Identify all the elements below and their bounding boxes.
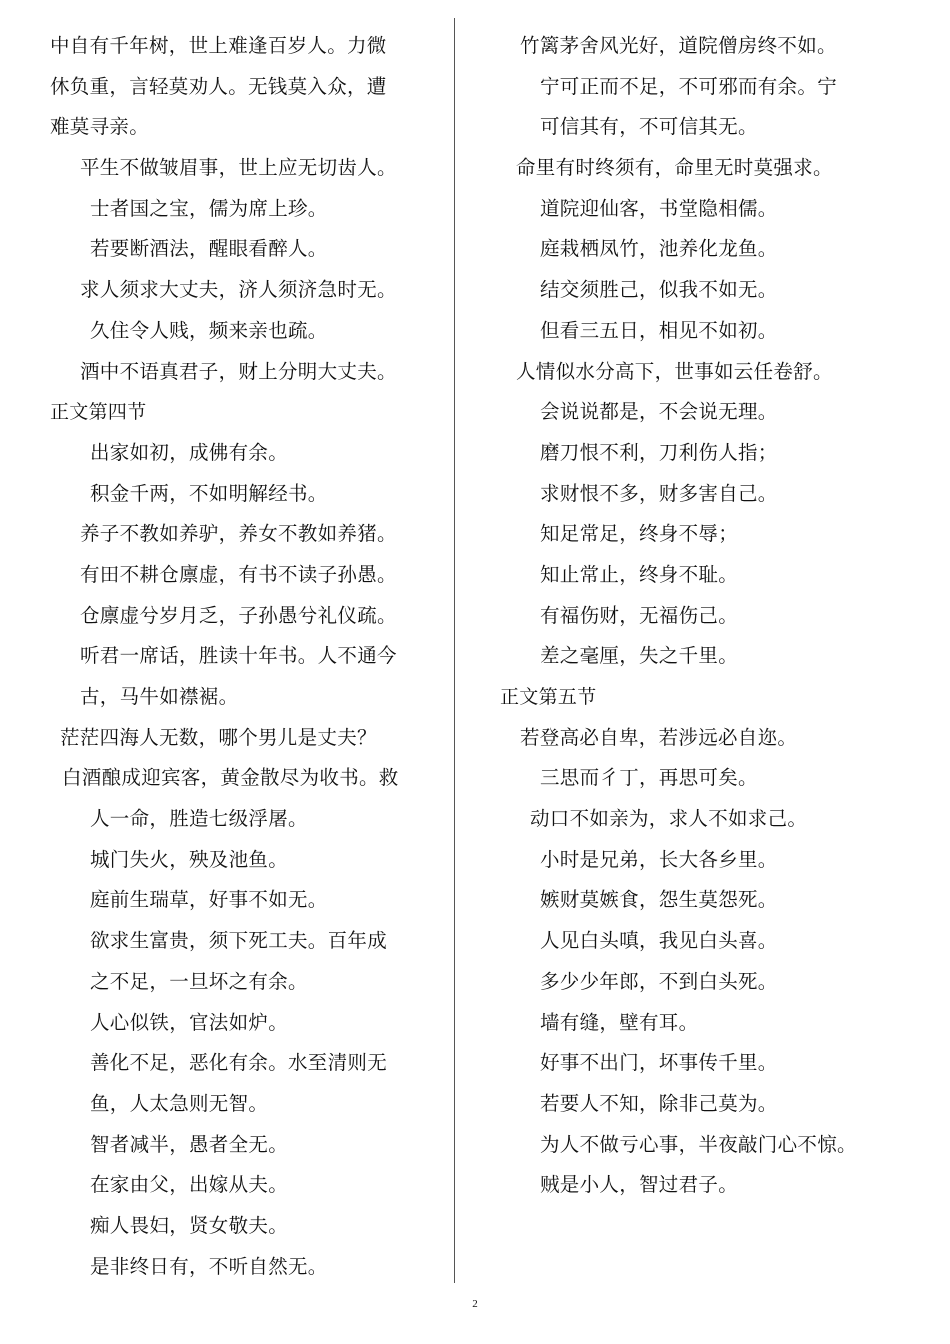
text-line: 久住令人贱，频来亲也疏。 [90, 318, 328, 342]
text-line: 欲求生富贵，须下死工夫。百年成 [90, 929, 388, 953]
section-heading: 正文第四节 [50, 401, 147, 424]
section-heading: 正文第五节 [500, 686, 597, 708]
text-line: 墙有缝，壁有耳。 [540, 1010, 699, 1034]
text-line: 求财恨不多，财多害自己。 [540, 481, 778, 505]
text-line: 嫉财莫嫉食，怨生莫怨死。 [540, 888, 778, 912]
text-line: 白酒酿成迎宾客，黄金散尽为收书。救 [62, 766, 399, 790]
text-line: 有田不耕仓廪虚，有书不读子孙愚。 [80, 562, 397, 586]
text-line: 道院迎仙客，书堂隐相儒。 [540, 196, 778, 220]
text-line: 人一命，胜造七级浮屠。 [90, 807, 308, 831]
text-line: 贼是小人，智过君子。 [540, 1173, 739, 1197]
text-line: 差之毫厘，失之千里。 [540, 644, 739, 668]
text-line: 古，马牛如襟裾。 [80, 685, 239, 708]
text-line: 磨刀恨不利，刀利伤人指； [540, 440, 778, 464]
text-line: 积金千两，不如明解经书。 [90, 481, 328, 505]
text-line: 竹篱茅舍风光好，道院僧房终不如。 [520, 34, 837, 57]
text-line: 三思而彳丁，再思可矣。 [540, 766, 758, 790]
text-line: 听君一席话，胜读十年书。人不通今 [80, 644, 397, 668]
text-line: 士者国之宝，儒为席上珍。 [90, 196, 328, 220]
text-line: 知止常止，终身不耻。 [540, 562, 739, 586]
text-line: 若要人不知，除非己莫为。 [540, 1091, 778, 1115]
text-line: 会说说都是，不会说无理。 [540, 400, 778, 424]
text-line: 命里有时终须有，命里无时莫强求。 [516, 156, 833, 180]
text-line: 茫茫四海人无数，哪个男儿是丈夫？ [60, 725, 377, 749]
right-text-column [500, 26, 920, 1206]
text-line: 可信其有，不可信其无。 [540, 115, 758, 139]
text-line: 有福伤财，无福伤己。 [540, 603, 739, 627]
text-line: 在家由父，出嫁从夫。 [90, 1173, 289, 1197]
text-line: 结交须胜己，似我不如无。 [540, 278, 778, 302]
text-line: 之不足，一旦坏之有余。 [90, 969, 308, 993]
text-line: 庭前生瑞草，好事不如无。 [90, 888, 328, 912]
text-line: 求人须求大丈夫，济人须济急时无。 [80, 278, 397, 302]
text-line: 酒中不语真君子，财上分明大丈夫。 [80, 359, 397, 383]
text-line: 休负重，言轻莫劝人。无钱莫入众，遭 [50, 74, 387, 98]
text-line: 人见白头嗔，我见白头喜。 [540, 929, 778, 953]
text-line: 难莫寻亲。 [50, 115, 150, 139]
column-divider [454, 18, 455, 1283]
text-line: 鱼，人太急则无智。 [90, 1091, 269, 1115]
text-line: 若登高必自卑，若涉远必自迩。 [520, 725, 798, 749]
text-line: 人心似铁，官法如炉。 [90, 1010, 289, 1034]
text-line: 好事不出门，坏事传千里。 [540, 1051, 778, 1075]
text-line: 出家如初，成佛有余。 [90, 440, 289, 464]
text-line: 动口不如亲为，求人不如求己。 [530, 807, 808, 831]
left-text-column [50, 26, 460, 1287]
text-line: 智者减半，愚者全无。 [90, 1132, 289, 1156]
text-line: 城门失火，殃及池鱼。 [90, 847, 289, 871]
text-line: 若要断酒法，醒眼看醉人。 [90, 237, 328, 261]
page-number: 2 [472, 1298, 478, 1310]
text-line: 小时是兄弟，长大各乡里。 [540, 847, 778, 871]
text-line: 多少少年郎，不到白头死。 [540, 969, 778, 993]
text-line: 但看三五日，相见不如初。 [540, 318, 778, 342]
text-line: 庭栽栖凤竹，池养化龙鱼。 [540, 237, 778, 261]
text-line: 中自有千年树，世上难逢百岁人。力微 [50, 34, 387, 57]
text-line: 为人不做亏心事，半夜敲门心不惊。 [540, 1132, 857, 1156]
text-line: 人情似水分高下，世事如云任卷舒。 [516, 359, 833, 383]
text-line: 养子不教如养驴，养女不教如养猪。 [80, 522, 397, 546]
text-line: 痴人畏妇，贤女敬夫。 [90, 1213, 289, 1237]
text-line: 知足常足，终身不辱； [540, 522, 739, 546]
text-line: 仓廪虚兮岁月乏，子孙愚兮礼仪疏。 [80, 603, 397, 627]
text-line: 是非终日有，不听自然无。 [90, 1254, 328, 1278]
text-line: 善化不足，恶化有余。水至清则无 [90, 1051, 388, 1075]
text-line: 宁可正而不足，不可邪而有余。宁 [540, 74, 838, 98]
text-line: 平生不做皱眉事，世上应无切齿人。 [80, 156, 397, 180]
